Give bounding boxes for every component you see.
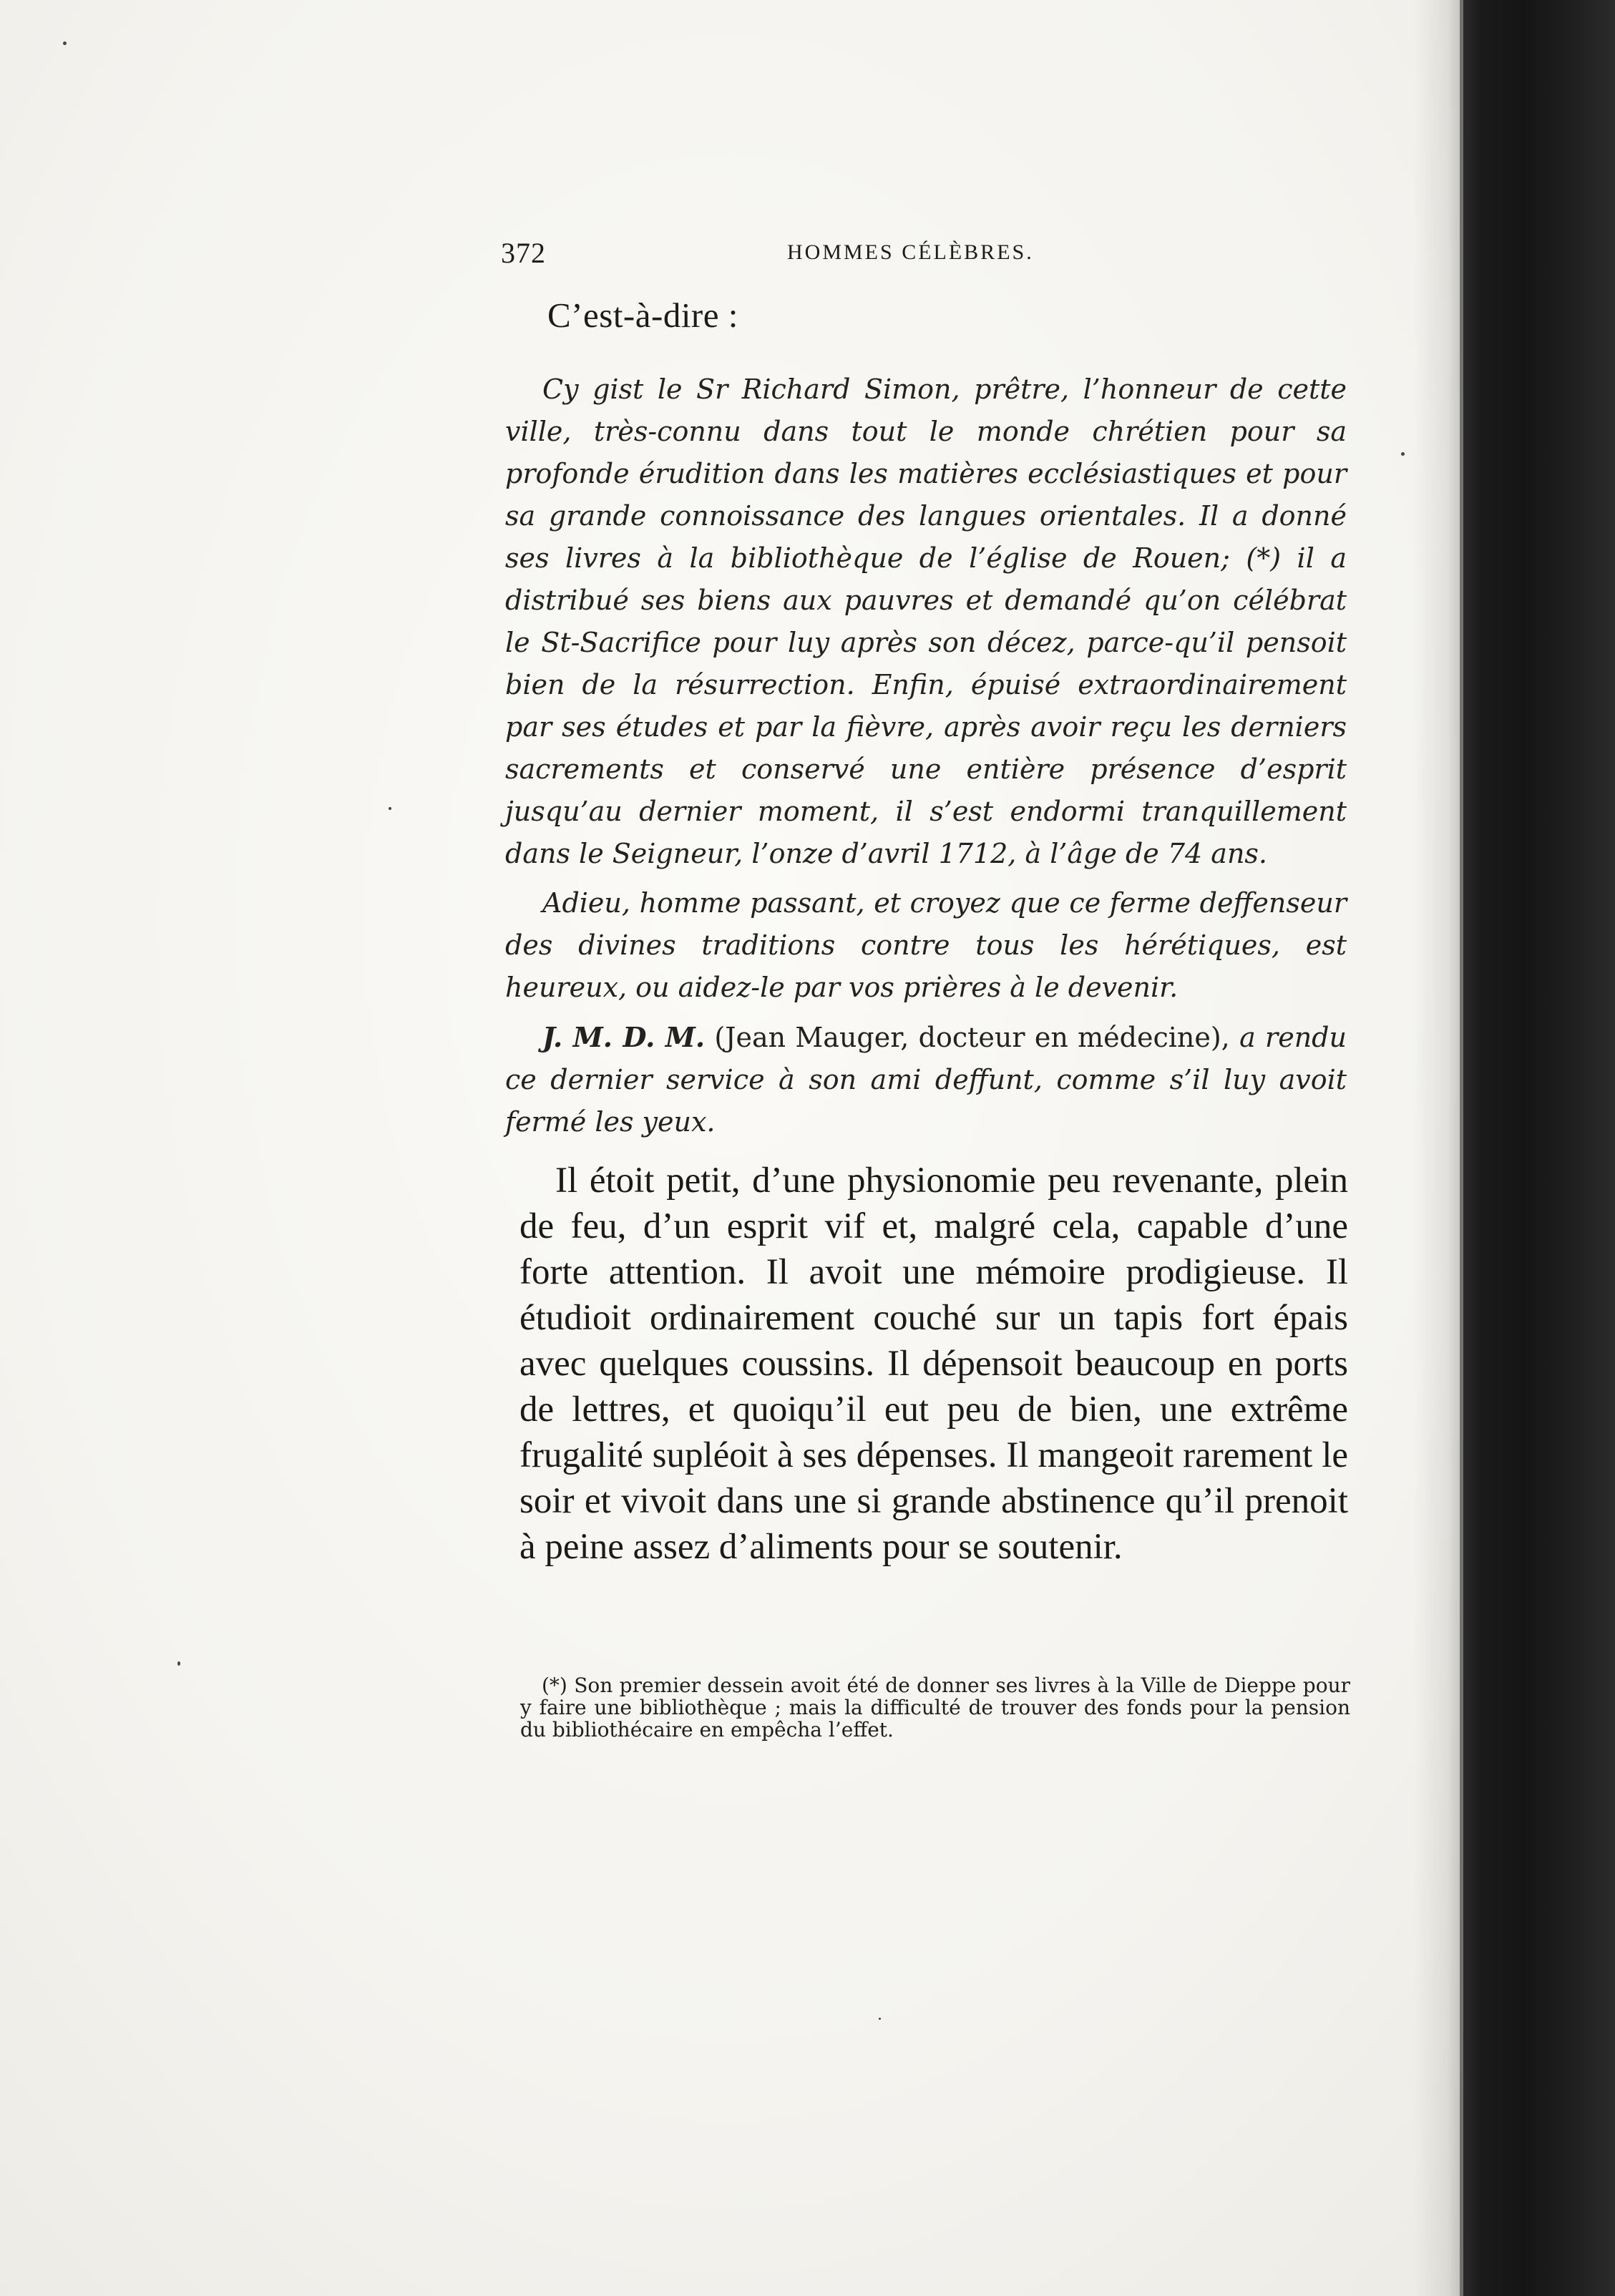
page-header <box>501 236 1345 272</box>
page-number: 372 <box>501 237 546 269</box>
footnote <box>520 1674 1350 1741</box>
paper-speck <box>177 1661 180 1666</box>
body-paragraph: Il étoit petit, d’une physionomie peu revenante, plein de feu, d’un esprit vif et, malgré cela, capable d’une forte attention. Il avoit une mémoire prodigieuse. Il étudioit ordinairement couché sur un tapis fort épais avec quelques coussins. Il dépensoit beaucoup en ports de lettres, et quoiqu’il eut peu de bien, une extrême frugalité supléoit à ses dépenses. Il mangeoit rarement le soir et vivoit dans une si grande abstinence qu’il prenoit à peine assez d’aliments pour se soutenir. <box>519 1161 1348 1567</box>
signature-rest: a rendu ce dernier service à son ami deffunt, comme s’il luy avoit fermé les yeux. <box>505 1022 1347 1138</box>
epitaph-paragraph-2: Adieu, homme passant, et croyez que ce ferme deffenseur des divines traditions contre tous les hérétiques, est heureux, ou aidez-le par vos prières à le devenir. <box>505 887 1347 1003</box>
paper-speck <box>389 807 391 810</box>
intro-heading: C’est-à-dire : <box>547 295 738 335</box>
epitaph-paragraph-1: Cy gist le Sr Richard Simon, prêtre, l’honneur de cette ville, très-connu dans tout le monde chrétien pour sa profonde érudition dans les matières ecclésiastiques et pour sa grande connoissance des langues orientales. Il a donné ses livres à la bibliothèque de l’église de Rouen; (*) il a distribué ses biens aux pauvres et demandé qu’on célébrat le St-Sacrifice pour luy après son décez, parce-qu’il pensoit bien de la résurrection. Enfin, épuisé extraordinairement par ses études et par la fièvre, après avoir reçu les derniers sacrements et conservé une entière présence d’esprit jusqu’au dernier moment, il s’est endormi tranquillement dans le Seigneur, l’onze d’avril 1712, à l’âge de 74 ans. <box>505 373 1347 869</box>
running-head: HOMMES CÉLÈBRES. <box>787 240 1034 264</box>
epitaph-signature <box>505 1016 1347 1143</box>
paper-speck <box>63 41 67 45</box>
epitaph-block <box>505 368 1347 1143</box>
book-binding <box>1463 0 1615 2296</box>
signature-initials: J. M. D. M. <box>542 1021 706 1053</box>
paper-speck <box>1401 452 1405 456</box>
body-text <box>519 1158 1348 1570</box>
paper-speck <box>879 2018 881 2020</box>
signature-name: (Jean Mauger, docteur en médecine), <box>714 1022 1230 1053</box>
footnote-text: (*) Son premier dessein avoit été de donner ses livres à la Ville de Dieppe pour y faire une bibliothèque ; mais la difficulté de trouver des fonds pour la pension du bibliothécaire en empêcha l’effet. <box>520 1674 1350 1741</box>
